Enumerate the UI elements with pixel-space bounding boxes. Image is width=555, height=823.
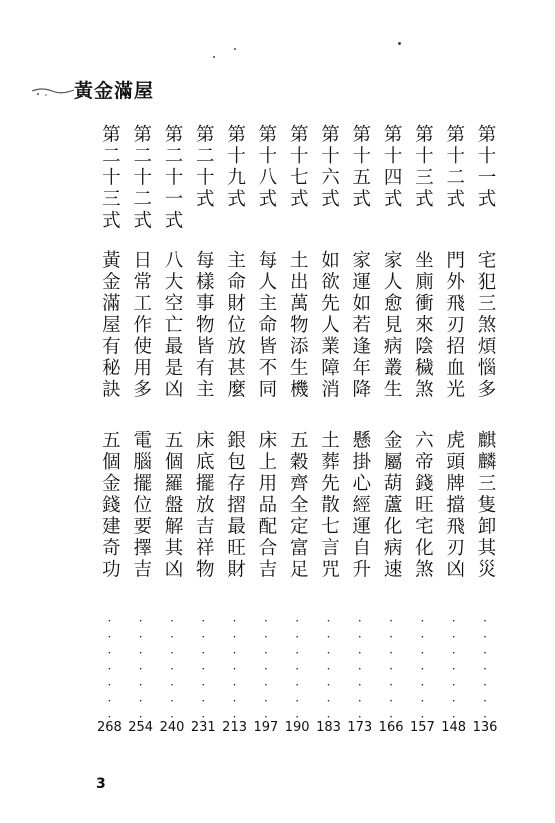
toc-page-number: 183 bbox=[316, 720, 341, 735]
toc-entry[interactable] bbox=[470, 124, 500, 742]
toc-leader-dots: ······· bbox=[258, 614, 273, 726]
toc-entry[interactable] bbox=[439, 124, 469, 742]
toc-entry-title-line2: 虎頭牌擋飛刃凶 bbox=[443, 430, 465, 581]
toc-entry[interactable] bbox=[407, 124, 437, 742]
toc-entry-title-line1: 每人主命皆不同 bbox=[255, 250, 277, 401]
toc-chapter-label: 第二十式 bbox=[193, 124, 215, 210]
toc-leader-dots: ······· bbox=[446, 614, 461, 726]
toc-page-number: 268 bbox=[96, 720, 122, 735]
toc-chapter-label: 第十八式 bbox=[255, 124, 277, 210]
toc-entry[interactable] bbox=[314, 124, 344, 742]
toc-entry[interactable] bbox=[282, 124, 312, 742]
toc-entry-title-line2: 六帝錢旺宅化煞 bbox=[412, 430, 434, 581]
toc-entry-title-line1: 黃金滿屋有秘訣 bbox=[99, 250, 121, 401]
toc-chapter-label: 第十四式 bbox=[381, 124, 403, 210]
toc-entry-title-line1: 坐廁衝來陰穢煞 bbox=[412, 250, 434, 401]
toc-leader-dots: ······· bbox=[102, 614, 117, 726]
toc-page-number: 197 bbox=[253, 720, 279, 735]
toc-page-number: 166 bbox=[378, 720, 404, 735]
toc-entry-title-line2: 麒麟三隻卸其災 bbox=[475, 430, 496, 581]
toc-entry-title-line1: 土出萬物添生機 bbox=[287, 250, 309, 401]
toc-entry[interactable] bbox=[188, 124, 218, 742]
toc-page-number: 148 bbox=[441, 720, 467, 735]
toc-chapter-label: 第十二式 bbox=[443, 124, 465, 210]
toc-entry[interactable] bbox=[157, 124, 187, 742]
toc-page-number: 254 bbox=[128, 720, 154, 735]
toc-entry-title-line2: 金屬葫蘆化病速 bbox=[381, 430, 403, 581]
toc-entry-title-line1: 八大空亡最是凶 bbox=[162, 250, 183, 401]
toc-chapter-label: 第二十三式 bbox=[99, 124, 121, 232]
toc-chapter-label: 第十九式 bbox=[224, 124, 246, 210]
toc-entry-title-line1: 家運如若逢年降 bbox=[349, 250, 371, 401]
toc-entry[interactable] bbox=[251, 124, 281, 742]
toc-entry-title-line1: 家人愈見病叢生 bbox=[381, 250, 403, 401]
toc-entry-title-line1: 日常工作使用多 bbox=[130, 250, 152, 401]
toc-page-number: 173 bbox=[347, 720, 373, 735]
toc-chapter-label: 第十一式 bbox=[475, 124, 496, 210]
toc-leader-dots: ······· bbox=[133, 614, 148, 726]
toc-chapter-label: 第十七式 bbox=[287, 124, 309, 210]
toc-leader-dots: ······· bbox=[321, 614, 336, 726]
toc-page-number: 213 bbox=[222, 720, 247, 735]
book-title: 黃金滿屋 bbox=[74, 80, 155, 102]
toc-leader-dots: ······· bbox=[196, 614, 211, 726]
toc-leader-dots: ······· bbox=[415, 614, 430, 726]
toc-leader-dots: ······· bbox=[352, 614, 367, 726]
toc-entry-title-line2: 五個羅盤解其凶 bbox=[162, 430, 183, 581]
toc-entry-title-line1: 每樣事物皆有主 bbox=[193, 250, 215, 401]
toc-page-number: 190 bbox=[284, 720, 310, 735]
toc-entry-title-line2: 床底擺放吉祥物 bbox=[193, 430, 215, 581]
toc-page-number: 157 bbox=[409, 720, 435, 735]
toc-leader-dots: ······· bbox=[227, 614, 242, 726]
toc-leader-dots: ······· bbox=[290, 614, 305, 726]
toc-chapter-label: 第二十二式 bbox=[130, 124, 152, 232]
toc-leader-dots: ······· bbox=[478, 614, 492, 726]
toc-page-number: 240 bbox=[159, 720, 185, 735]
toc-page-number: 136 bbox=[472, 720, 498, 735]
page-number: 3 bbox=[96, 776, 106, 792]
toc-chapter-label: 第二十一式 bbox=[162, 124, 183, 232]
toc-entry[interactable] bbox=[220, 124, 250, 742]
toc-entry[interactable] bbox=[126, 124, 156, 742]
toc-entry-title-line2: 床上用品配合吉 bbox=[255, 430, 277, 581]
toc-leader-dots: ······· bbox=[165, 614, 179, 726]
toc-entry-title-line2: 五個金錢建奇功 bbox=[99, 430, 121, 581]
toc-entry-title-line1: 門外飛刃招血光 bbox=[443, 250, 465, 401]
toc-entry-title-line1: 宅犯三煞煩惱多 bbox=[475, 250, 496, 401]
toc-entry-title-line2: 土葬先散七言咒 bbox=[318, 430, 340, 581]
toc-chapter-label: 第十六式 bbox=[318, 124, 340, 210]
toc-chapter-label: 第十五式 bbox=[349, 124, 371, 210]
toc-page-number: 231 bbox=[190, 720, 216, 735]
toc-entry[interactable] bbox=[94, 124, 124, 742]
toc-leader-dots: ······· bbox=[384, 614, 399, 726]
toc-entry-title-line2: 銀包存摺最旺財 bbox=[224, 430, 246, 581]
toc-chapter-label: 第十三式 bbox=[412, 124, 434, 210]
toc-entry-title-line1: 如欲先人業障消 bbox=[318, 250, 340, 401]
toc-entry[interactable] bbox=[376, 124, 406, 742]
toc-entry-title-line2: 電腦擺位要擇吉 bbox=[130, 430, 152, 581]
toc-entry-title-line2: 懸掛心經運自升 bbox=[349, 430, 371, 581]
toc-entry[interactable] bbox=[345, 124, 375, 742]
toc-entry-title-line2: 五穀齊全定富足 bbox=[287, 430, 309, 581]
toc-entry-title-line1: 主命財位放甚麼 bbox=[224, 250, 246, 401]
